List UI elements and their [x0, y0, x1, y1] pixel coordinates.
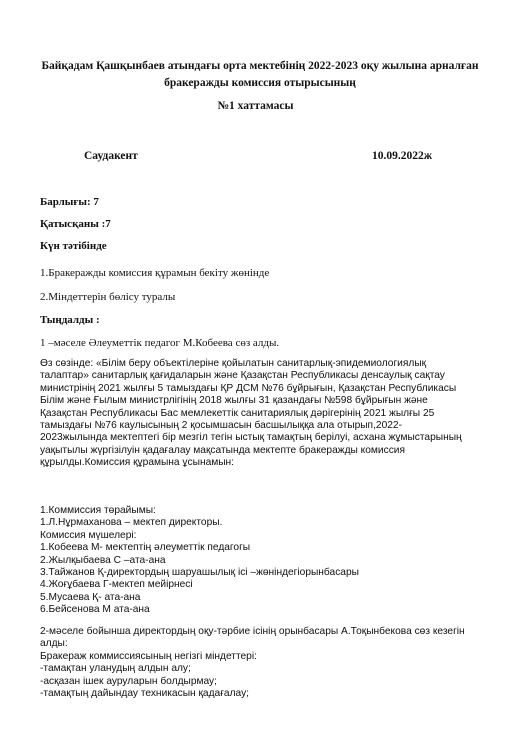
list-item: Комиссия мүшелері: — [40, 529, 137, 541]
agenda-item: 1.Бракеражды комиссия құрамын бекіту жөнінде — [40, 267, 270, 279]
list-item: 4.Жоғұбаева Г-мектеп мейірнесі — [40, 579, 193, 591]
agenda-item: 2.Міндеттерін бөлісу туралы — [40, 291, 176, 303]
list-item: 1.Кобеева М- мектептің әлеуметтік педагогы — [40, 542, 251, 554]
text-line: Өз сөзінде: «Білім беру объектілеріне қойылатын санитарлық-эпидемиологиялық — [40, 358, 427, 369]
text-line: Бракераж коммиссиясының негізгі міндеттері: — [40, 650, 257, 662]
item1-intro: 1 –мәселе Әлеуметтік педагог М.Кобеева сөз алды. — [40, 337, 280, 349]
heard-heading: Тыңдалды : — [40, 314, 100, 326]
text-line: тамыздағы №76 каулысының 2 қосымшасын басшылыққа ала отырып,2022- — [40, 420, 402, 432]
text-line: уақытылы жүргізілуін қадағалау мақсатында мектепте бракеражды комиссия — [40, 444, 406, 456]
commission-list — [40, 505, 480, 617]
item2-paragraph — [40, 626, 480, 700]
place-name: Саудакент — [84, 150, 138, 162]
total-count: Барлығы: 7 — [40, 196, 99, 208]
text-line: министрінің 2021 жылғы 5 тамыздағы ҚР ДСМ №76 бұйрығын, Қазақстан Республикасы — [40, 382, 457, 394]
text-line: талаптар» санитарлық қағидаларын және Қазақстан Республикасы денсаулық сақтау — [40, 370, 445, 382]
text-line: 2-мәселе бойынша директордың оқу-тәрбие ісінің орынбасары А.Тоқынбекова сөз кезегін — [40, 626, 465, 637]
present-count: Қатысқаны :7 — [40, 218, 111, 230]
text-line: -тамақтан уланудың алдын алу; — [40, 663, 191, 675]
list-item: 1.Коммиссия төрайымы: — [40, 505, 156, 516]
protocol-number: №1 хаттамасы — [217, 100, 294, 112]
list-item: 1.Л.Нұрмаханова – мектеп директоры. — [40, 517, 223, 529]
document-title: Байқадам Қашқынбаев атындағы орта мектебінің 2022-2023 оқу жылына арналған бракеражды комиссия отырысының — [41, 60, 479, 89]
text-line: -тамақтың дайындау техникасын қадағалау; — [40, 688, 250, 700]
speech-paragraph — [40, 358, 480, 470]
text-line: алды: — [40, 638, 68, 650]
list-item: 6.Бейсенова М ата-ана — [40, 604, 150, 616]
list-item: 5.Мусаева Қ- ата-ана — [40, 591, 141, 603]
text-line: Қазақстан Республикасы Бас мемлекеттік санитариялық дәрігерінің 2021 жылғы 25 — [40, 407, 435, 419]
text-line: -асқазан ішек ауруларын болдырмау; — [40, 675, 217, 687]
list-item: 2.Жылқыбаева С –ата-ана — [40, 554, 166, 566]
text-line: Білім және Ғылым министрлігінің 2018 жылғы 31 қазандағы №598 бұйрығын және — [40, 395, 428, 407]
list-item: 3.Тайжанов Қ-директордың шаруашылық ісі –жөніндегіорынбасары — [40, 567, 359, 579]
agenda-heading: Күн тәтібінде — [40, 240, 107, 252]
document-date: 10.09.2022ж — [372, 150, 433, 162]
text-line: 2023жылында мектептегі бір мезгіл тегін ыстық тамақтың берілуі, асхана жұмыстарының — [40, 432, 462, 444]
text-line: құрылды.Комиссия құрамына ұсынамын: — [40, 457, 235, 469]
